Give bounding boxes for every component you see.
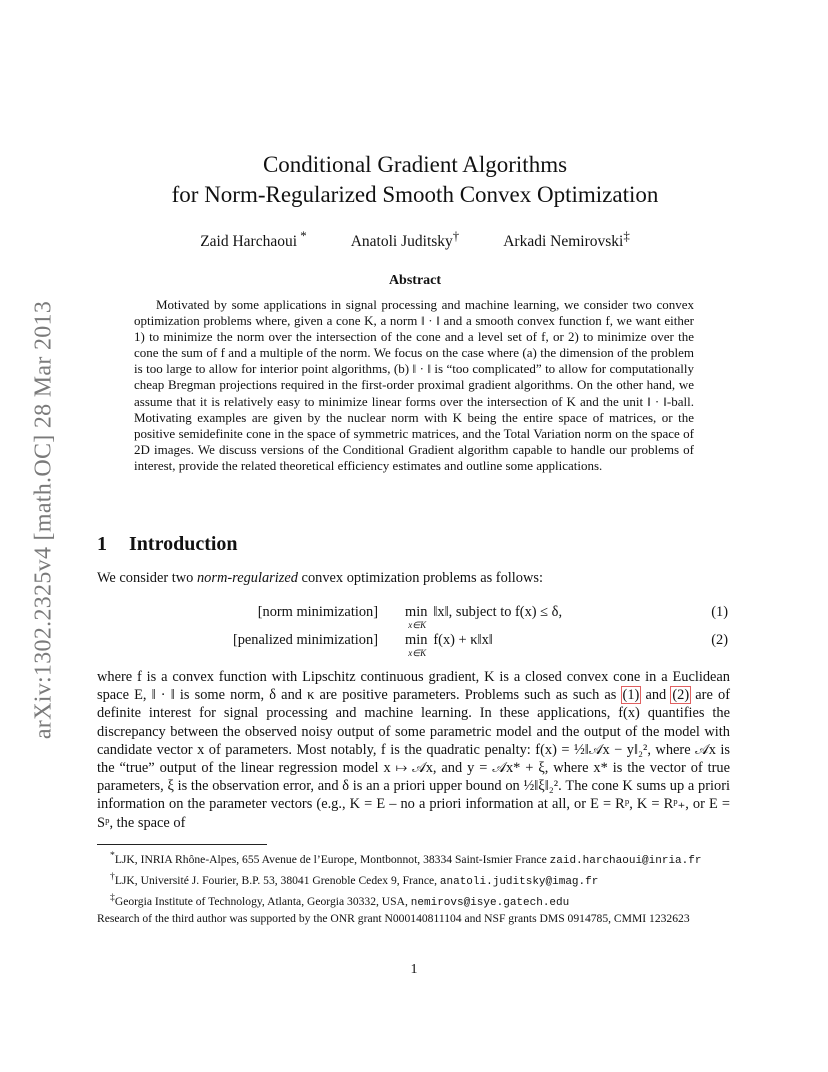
footnote-email: anatoli.juditsky@imag.fr	[439, 875, 599, 888]
equation-subscript: x∈K	[408, 620, 427, 630]
author	[503, 228, 630, 251]
author-name: Zaid Harchaoui	[200, 233, 298, 251]
footnotes	[97, 848, 730, 926]
footnote-rule	[97, 844, 267, 845]
intro-text: We consider two	[97, 570, 197, 586]
equation-body: f(x) + κ‖x‖	[433, 632, 493, 648]
abstract-text: Motivated by some applications in signal processing and machine learning, we consider two convex optimization problems where, given a cone K, a norm ‖ · ‖ and a smooth convex function f, we want either 1) to minimize the norm over the intersection of the cone and a level set of f, or 2) to minimize over the cone the sum of f and a multiple of the norm. We focus on the case where (a) the dimension of the problem is too large to allow for interior point algorithms, (b) ‖ · ‖ is “too complicated” to allow for computationally cheap Bregman projections required in the first-order proximal gradient algorithms. On the other hand, we assume that it is relatively easy to minimize linear forms over the intersection of K and the unit ‖ · ‖-ball. Motivating examples are given by the nuclear norm with K being the entire space of matrices, or the positive semidefinite cone in the space of symmetric matrices, and the Total Variation norm on the space of 2D images. We discuss versions of the Conditional Gradient algorithm capable to handle our problems of interest, provide the related theoretical efficiency estimates and outline some applications.	[134, 297, 694, 473]
equation-expression	[405, 632, 493, 658]
section-number: 1	[97, 533, 107, 555]
title-line-2: for Norm-Regularized Smooth Convex Optimization	[171, 182, 659, 207]
footnote-text: LJK, INRIA Rhône-Alpes, 655 Avenue de l’Europe, Montbonnot, 38334 Saint-Ismier France	[114, 852, 550, 866]
author-mark: †	[452, 228, 460, 243]
author	[351, 228, 460, 251]
body-text: where f is a convex function with Lipschitz continuous gradient, K is a closed convex cone in a Euclidean space E, ‖ · ‖ is some norm, δ and κ are positive parameters. Problems such as such as	[97, 669, 730, 704]
author-name: Arkadi Nemirovski	[503, 233, 624, 251]
footnote-mark: †	[110, 870, 115, 882]
equation-2	[97, 632, 730, 662]
author	[200, 228, 307, 251]
section-heading	[97, 533, 238, 556]
equation-label: [norm minimization]	[257, 604, 378, 620]
arxiv-identifier: arXiv:1302.2325v4 [math.OC] 28 Mar 2013	[30, 300, 57, 740]
intro-emphasis: norm-regularized	[196, 570, 298, 586]
body-text: and	[640, 687, 672, 704]
intro-sentence	[97, 570, 730, 587]
footnote	[97, 869, 730, 890]
equation-body: ‖x‖, subject to f(x) ≤ δ,	[433, 604, 563, 620]
equation-operator: min	[405, 632, 428, 648]
page-number: 1	[410, 962, 418, 977]
paper-title	[100, 150, 730, 210]
equation-1	[97, 604, 730, 634]
footnote-mark: *	[110, 850, 115, 861]
equation-subscript: x∈K	[408, 648, 427, 658]
equation-reference-link[interactable]: (1)	[622, 687, 640, 704]
intro-text: convex optimization problems as follows:	[297, 570, 543, 586]
abstract	[134, 297, 694, 474]
equation-number: (2)	[711, 632, 728, 648]
author-name: Anatoli Juditsky	[350, 233, 453, 251]
title-line-1: Conditional Gradient Algorithms	[262, 152, 568, 177]
equation-expression	[405, 604, 562, 630]
footnote-mark: ‡	[110, 891, 115, 903]
body-text: are of definite interest for signal processing and machine learning. In these applications, f(x) quantifies the discrepancy between the observed noisy output of some parametric model and the output of the model with candidate vector x of parameters. Most notably, f is the quadratic penalty: f(x) = ½‖𝒜x − y‖₂², where 𝒜x is the “true” output of the linear regression model x ↦ 𝒜x, and y = 𝒜x* + ξ, where x* is the vector of true parameters, ξ is the observation error, and δ is an a priori upper bound on ½‖ξ‖₂². The cone K sums up a priori information on the parameter vectors (e.g., K = E – no a priori information at all, or E = Rᵖ, K = Rᵖ₊, or E = Sᵖ, the space of	[97, 687, 730, 831]
equation-label: [penalized minimization]	[232, 632, 378, 648]
author-mark: ‡	[623, 228, 630, 243]
author-list	[100, 228, 730, 251]
footnote	[97, 848, 730, 869]
equation-operator: min	[405, 604, 428, 620]
footnote	[97, 890, 730, 911]
abstract-heading: Abstract	[388, 273, 442, 288]
funding-note: Research of the third author was supported by the ONR grant N000140811104 and NSF grants DMS 0914785, CMMI 1232623	[97, 911, 690, 925]
section-title: Introduction	[129, 533, 238, 555]
body-paragraph	[97, 668, 730, 832]
arxiv-stamp	[14, 270, 74, 770]
footnote-text: Georgia Institute of Technology, Atlanta, Georgia 30332, USA,	[114, 894, 411, 908]
footnote-email: nemirovs@isye.gatech.edu	[410, 896, 570, 909]
equation-reference-link[interactable]: (2)	[672, 687, 690, 704]
author-mark: *	[297, 228, 307, 243]
footnote-text: LJK, Université J. Fourier, B.P. 53, 38041 Grenoble Cedex 9, France,	[114, 873, 440, 887]
equation-number: (1)	[711, 604, 728, 620]
footnote-email: zaid.harchaoui@inria.fr	[549, 854, 702, 867]
